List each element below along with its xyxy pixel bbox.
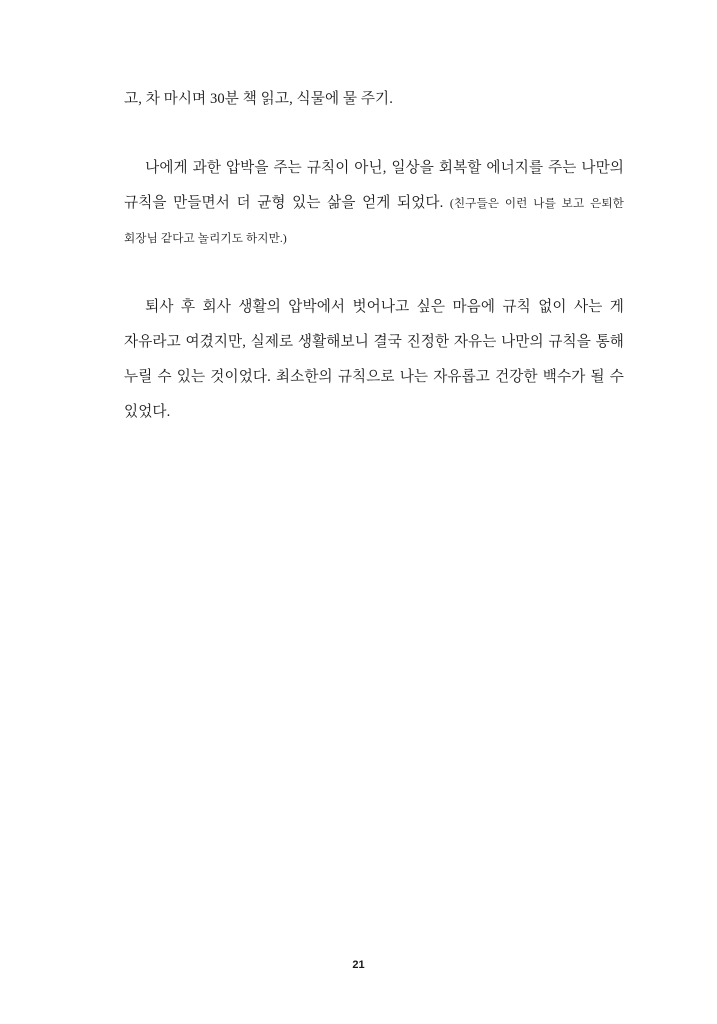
paragraph-own-rules-text: 나에게 과한 압박을 주는 규칙이 아닌, 일상을 회복할 에너지를 주는 나만의 규칙을 만들면서 더 균형 있는 삶을 얻게 되었다.: [124, 160, 624, 211]
paragraph-own-rules: [124, 151, 624, 256]
page-number: 21: [352, 959, 365, 971]
paragraph-continuation: 고, 차 마시며 30분 책 읽고, 식물에 물 주기.: [124, 91, 393, 107]
body-text-block: [124, 82, 624, 430]
paragraph-own-rules-aside: (친구들은 이런 나를 보고 은퇴한 회장님 같다고 놀리기도 하지만.): [124, 197, 624, 245]
paragraph-true-freedom: 퇴사 후 회사 생활의 압박에서 벗어나고 싶은 마음에 규칙 없이 사는 게 자유라고 여겼지만, 실제로 생활해보니 결국 진정한 자유는 나만의 규칙을 통해 누릴 수 있는 것이었다. 최소한의 규칙으로 나는 자유롭고 건강한 백수가 될 수 있었다.: [124, 299, 624, 420]
